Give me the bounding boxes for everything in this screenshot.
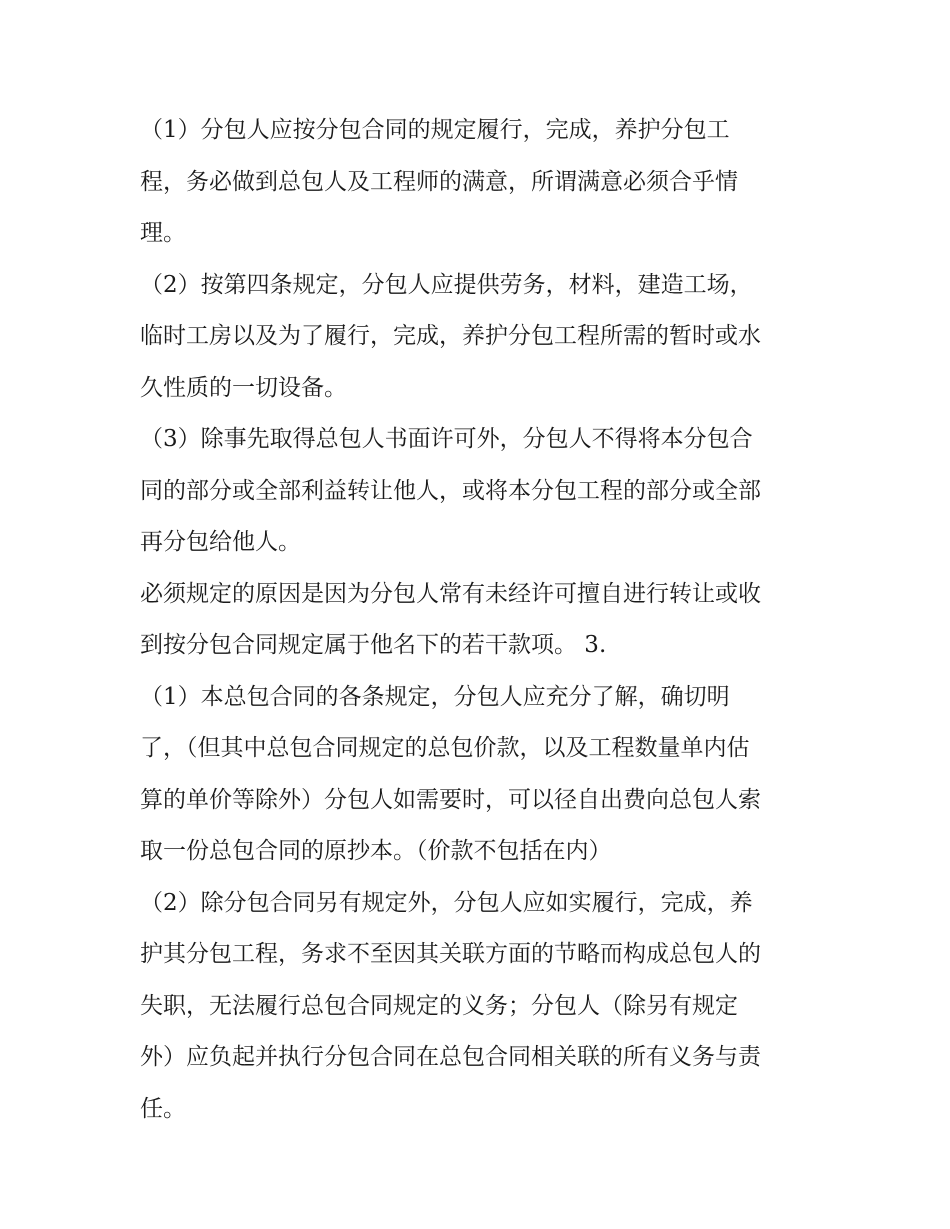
text-line: 外）应负起并执行分包合同在总包合同相关联的所有义务与责: [140, 1044, 761, 1070]
text-line: 了，（但其中总包合同规定的总包价款，以及工程数量单内估: [140, 735, 750, 761]
text-line: 再分包给他人。: [140, 529, 301, 555]
text-line: 取一份总包合同的原抄本。（价款不包括在内）: [140, 838, 612, 864]
text-line: 失职，无法履行总包合同规定的义务；分包人（除另有规定: [140, 992, 738, 1019]
text-line: 理。: [140, 220, 186, 246]
text-line: 必须规定的原因是因为分包人常有未经许可擅自进行转让或收: [140, 580, 761, 607]
text-line: （2）按第四条规定，分包人应提供劳务，材料，建造工场，: [140, 271, 753, 298]
text-line: 护其分包工程，务求不至因其关联方面的节略而构成总包人的: [140, 941, 761, 967]
text-line: （3）除事先取得总包人书面许可外，分包人不得将本分包合: [140, 426, 753, 452]
text-line: 程，务必做到总包人及工程师的满意，所谓满意必须合乎情: [140, 168, 738, 195]
text-line: 算的单价等除外）分包人如需要时，可以径自出费向总包人索: [140, 786, 761, 813]
text-line: 任。: [140, 1095, 186, 1122]
text-line: 同的部分或全部利益转让他人，或将本分包工程的部分或全部: [140, 477, 761, 504]
text-line: （1）分包人应按分包合同的规定履行，完成，养护分包工: [140, 117, 730, 143]
text-line: （2）除分包合同另有规定外，分包人应如实履行，完成，养: [140, 889, 753, 916]
text-line: 临时工房以及为了履行，完成，养护分包工程所需的暂时或水: [140, 323, 761, 349]
text-line: 到按分包合同规定属于他名下的若干款项。 3.: [140, 632, 607, 658]
document-body: [140, 105, 820, 1135]
text-line: （1）本总包合同的各条规定，分包人应充分了解，确切明: [140, 683, 730, 710]
text-line: 久性质的一切设备。: [140, 374, 347, 401]
